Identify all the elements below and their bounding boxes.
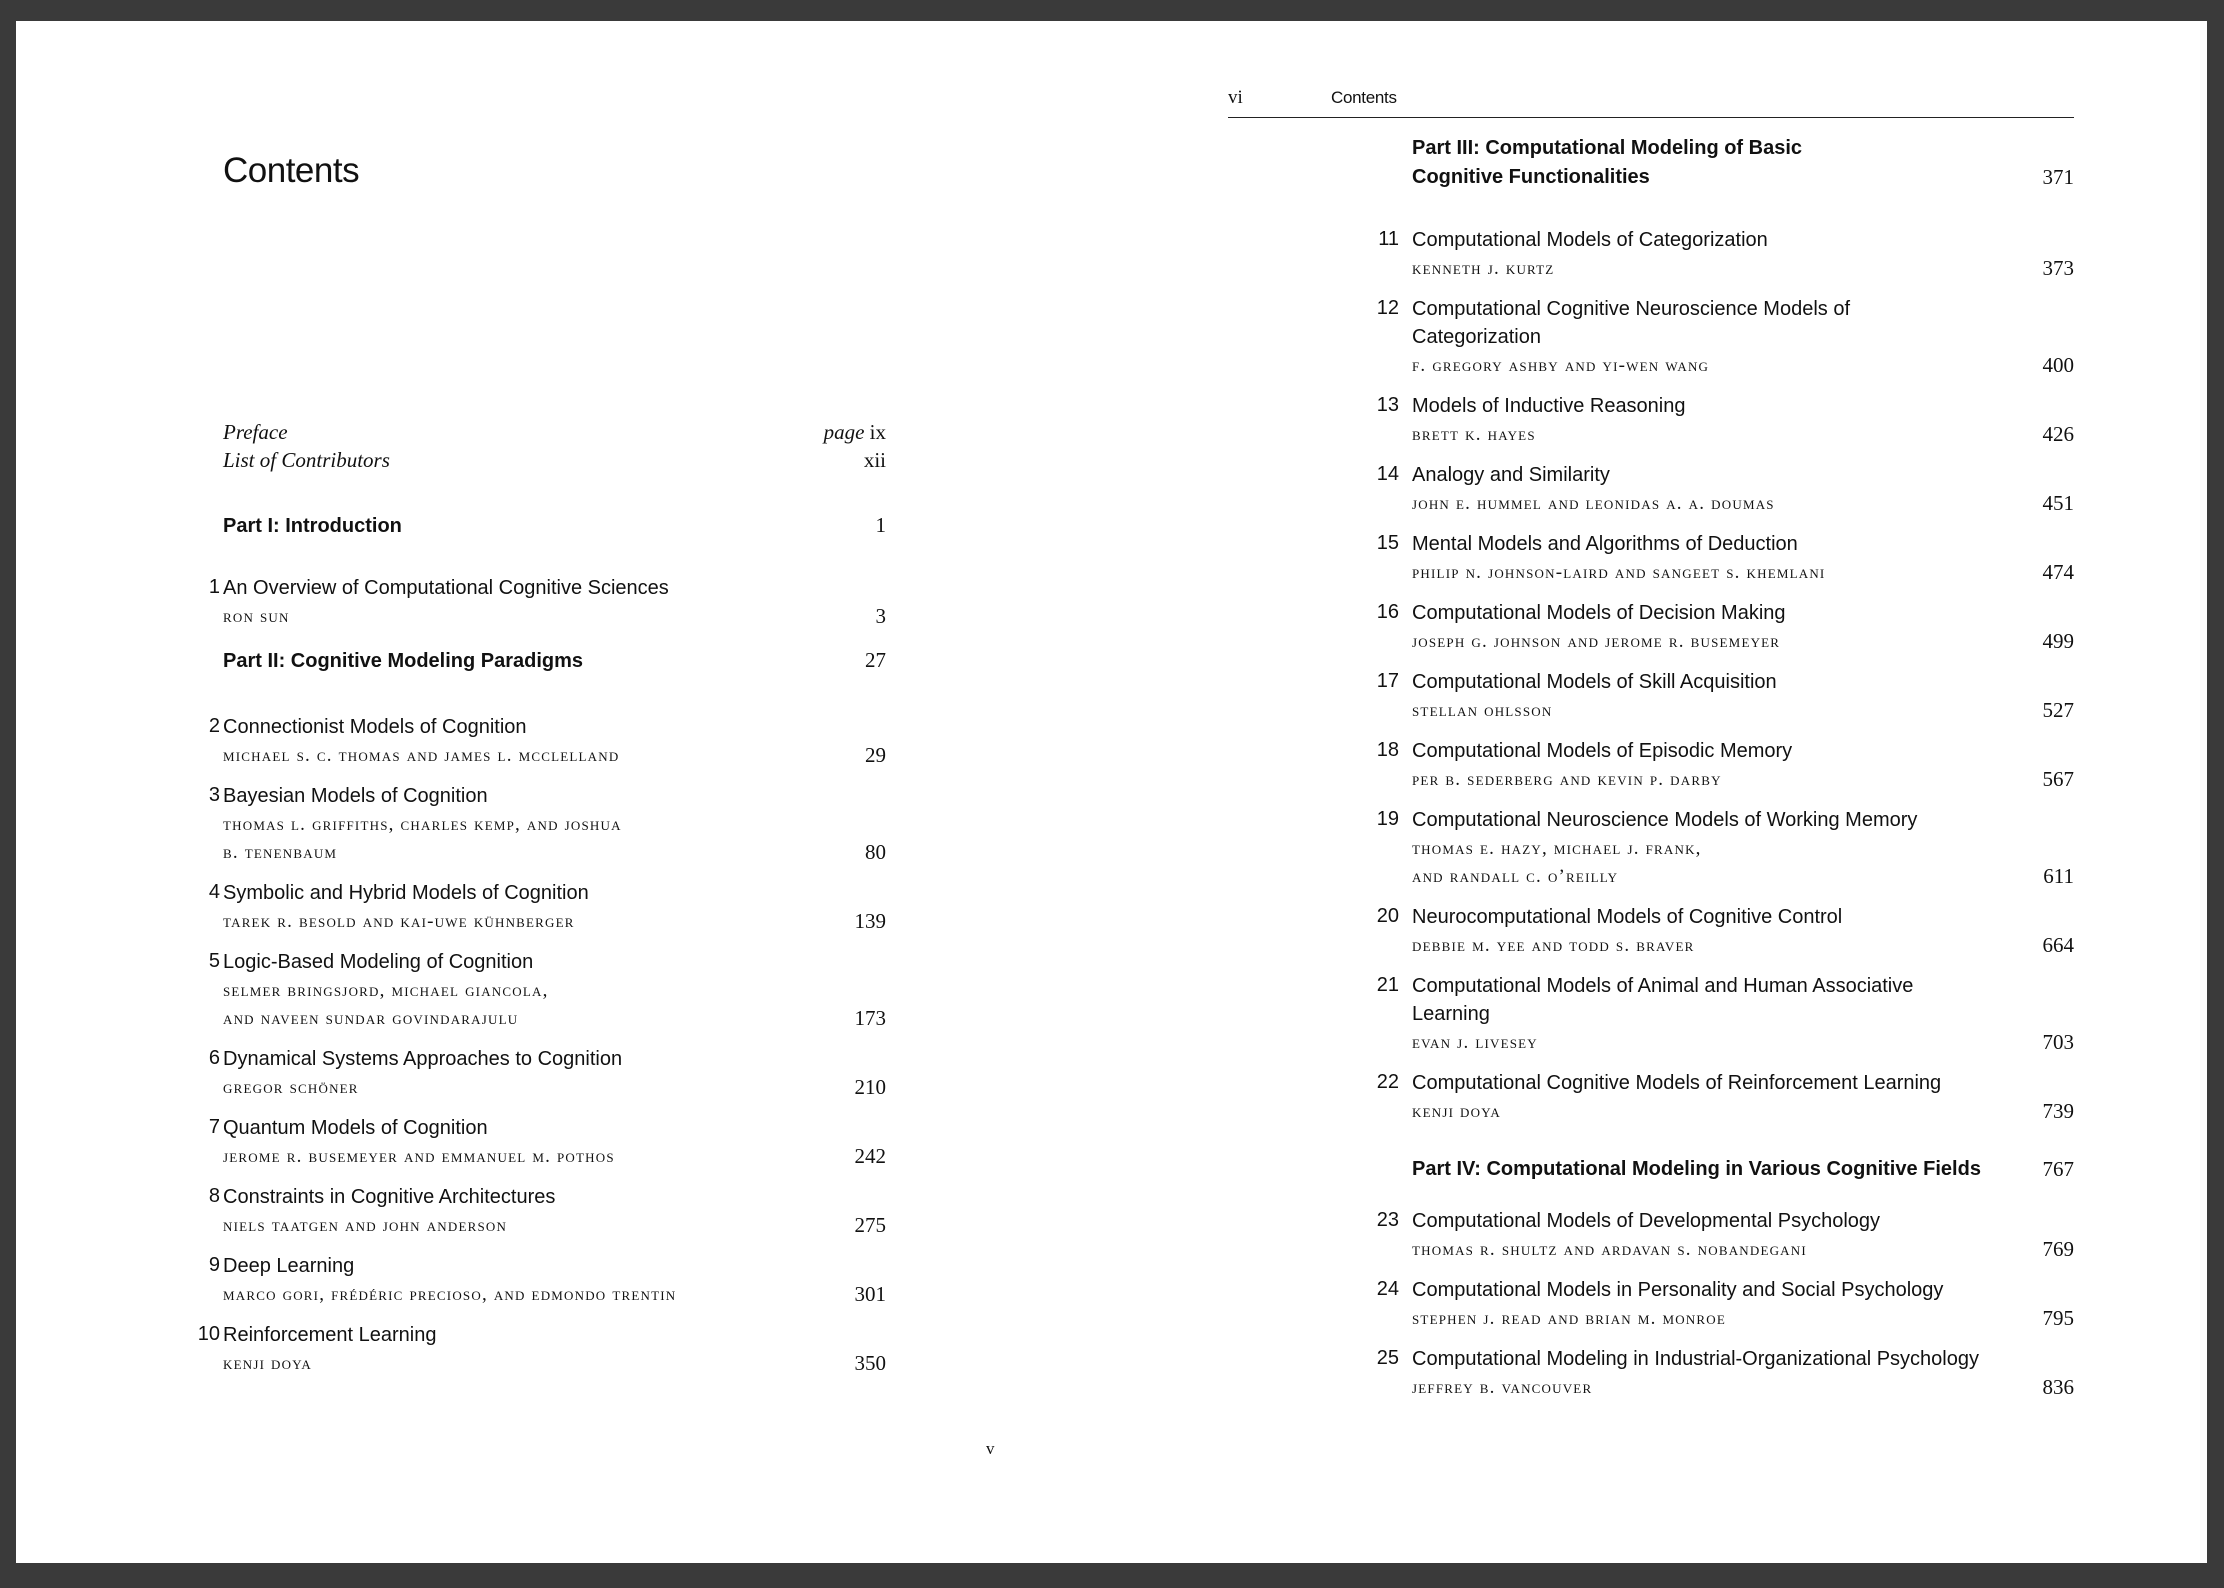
chapter-number: 3: [208, 784, 220, 806]
contents-heading: Contents: [223, 151, 360, 190]
chapter-number: 12: [1376, 297, 1399, 319]
chapter-authors: stellan ohlsson: [1412, 700, 1553, 721]
chapter-number: 1: [208, 576, 220, 598]
chapter-authors: philip n. johnson-laird and sangeet s. khemlani: [1412, 562, 1826, 583]
chapter-title: Computational Cognitive Models of Reinforcement Learning: [1412, 1072, 1942, 1094]
chapter-title: Computational Modeling in Industrial-Organizational Psychology: [1412, 1348, 1979, 1370]
part-page: 27: [865, 648, 886, 672]
chapter-number: 8: [208, 1185, 220, 1207]
chapter-authors: b. tenenbaum: [223, 842, 338, 863]
chapter-title: Symbolic and Hybrid Models of Cognition: [223, 882, 589, 904]
part-heading-line: Part III: Computational Modeling of Basic: [1412, 137, 1803, 159]
chapter-authors: gregor schöner: [223, 1077, 359, 1098]
chapter-authors: f. gregory ashby and yi-wen wang: [1412, 355, 1710, 376]
chapter-title: Computational Cognitive Neuroscience Models of: [1412, 298, 1851, 320]
chapter-authors: tarek r. besold and kai-uwe kühnberger: [223, 911, 575, 932]
chapter-number: 24: [1376, 1278, 1399, 1300]
chapter-title: Models of Inductive Reasoning: [1412, 395, 1686, 417]
chapter-title: Computational Models of Categorization: [1412, 229, 1768, 251]
chapter-title: Categorization: [1412, 326, 1541, 348]
chapter-authors: joseph g. johnson and jerome r. busemeyer: [1412, 631, 1781, 652]
part-heading: Part I: Introduction: [223, 515, 402, 537]
chapter-title: An Overview of Computational Cognitive Sciences: [223, 577, 669, 599]
chapter-number: 16: [1376, 601, 1399, 623]
chapter-authors: kenneth j. kurtz: [1412, 258, 1555, 279]
contributors-page: xii: [863, 448, 886, 472]
page-folio: v: [986, 1439, 995, 1458]
chapter-page: 739: [2042, 1099, 2074, 1123]
chapter-title: Connectionist Models of Cognition: [223, 716, 527, 738]
chapter-authors: michael s. c. thomas and james l. mcclelland: [223, 745, 620, 766]
chapter-number: 13: [1376, 394, 1399, 416]
chapter-authors: niels taatgen and john anderson: [223, 1215, 508, 1236]
chapter-authors: per b. sederberg and kevin p. darby: [1412, 769, 1722, 790]
chapter-authors: kenji doya: [223, 1353, 312, 1374]
chapter-number: 20: [1376, 905, 1399, 927]
chapter-page: 350: [854, 1351, 886, 1375]
chapter-title: Dynamical Systems Approaches to Cognition: [223, 1048, 623, 1070]
chapter-title: Computational Models of Skill Acquisition: [1412, 671, 1777, 693]
chapter-page: 275: [854, 1213, 886, 1237]
chapter-number: 11: [1378, 228, 1399, 250]
document-spread: [16, 21, 2207, 1563]
chapter-page: 664: [2042, 933, 2074, 957]
chapter-page: 567: [2042, 767, 2074, 791]
chapter-title: Computational Models of Episodic Memory: [1412, 740, 1793, 762]
chapter-authors: thomas e. hazy, michael j. frank,: [1412, 838, 1702, 859]
chapter-authors: evan j. livesey: [1412, 1032, 1538, 1053]
chapter-authors: thomas r. shultz and ardavan s. nobandegani: [1412, 1239, 1807, 1260]
chapter-page: 242: [854, 1144, 886, 1168]
chapter-authors: and randall c. o’reilly: [1412, 866, 1619, 887]
chapter-title: Computational Neuroscience Models of Working Memory: [1412, 809, 1918, 831]
chapter-number: 21: [1376, 974, 1399, 996]
chapter-page: 795: [2042, 1306, 2074, 1330]
chapter-title: Computational Models of Developmental Psychology: [1412, 1210, 1881, 1232]
chapter-page: 29: [865, 743, 886, 767]
chapter-title: Logic-Based Modeling of Cognition: [223, 951, 534, 973]
chapter-title: Constraints in Cognitive Architectures: [223, 1186, 556, 1208]
chapter-authors: debbie m. yee and todd s. braver: [1412, 935, 1695, 956]
chapter-page: 373: [2042, 256, 2074, 280]
chapter-page: 703: [2042, 1030, 2074, 1054]
left-page: [16, 21, 1112, 1563]
chapter-number: 15: [1376, 532, 1399, 554]
chapter-number: 2: [208, 715, 220, 737]
part-page: 1: [875, 513, 886, 537]
chapter-authors: ron sun: [223, 606, 290, 627]
chapter-authors: stephen j. read and brian m. monroe: [1412, 1308, 1727, 1329]
chapter-number: 4: [208, 881, 220, 903]
chapter-page: 527: [2042, 698, 2074, 722]
chapter-title: Analogy and Similarity: [1412, 464, 1610, 486]
preface-page-number: ix: [869, 420, 886, 444]
chapter-number: 19: [1376, 808, 1399, 830]
running-head-number: vi: [1228, 87, 1243, 108]
chapter-title: Neurocomputational Models of Cognitive Control: [1412, 906, 1843, 928]
part-page: 371: [2042, 165, 2074, 189]
chapter-page: 301: [854, 1282, 886, 1306]
chapter-authors: brett k. hayes: [1412, 424, 1536, 445]
chapter-page: 769: [2042, 1237, 2074, 1261]
chapter-page: 474: [2042, 560, 2074, 584]
chapter-authors: selmer bringsjord, michael giancola,: [223, 980, 549, 1001]
chapter-title: Computational Models of Animal and Human Associative: [1412, 975, 1914, 997]
chapter-page: 173: [854, 1006, 886, 1030]
chapter-title: Deep Learning: [223, 1255, 355, 1277]
chapter-number: 25: [1376, 1347, 1399, 1369]
chapter-title: Reinforcement Learning: [223, 1324, 437, 1346]
chapter-number: 23: [1376, 1209, 1399, 1231]
chapter-number: 17: [1376, 670, 1399, 692]
page-prefix: page: [823, 420, 865, 444]
chapter-number: 18: [1376, 739, 1399, 761]
chapter-number: 5: [208, 950, 220, 972]
chapter-number: 14: [1376, 463, 1399, 485]
chapter-authors: jerome r. busemeyer and emmanuel m. pothos: [223, 1146, 615, 1167]
preface-page: [824, 420, 886, 445]
chapter-page: 3: [875, 604, 886, 628]
chapter-authors: john e. hummel and leonidas a. a. doumas: [1412, 493, 1775, 514]
chapter-page: 499: [2042, 629, 2074, 653]
part-heading: Part IV: Computational Modeling in Various Cognitive Fields: [1412, 1158, 1981, 1180]
chapter-page: 400: [2042, 353, 2074, 377]
preface-label: Preface: [223, 420, 288, 444]
chapter-page: 836: [2042, 1375, 2074, 1399]
chapter-title: Computational Models of Decision Making: [1412, 602, 1786, 624]
chapter-number: 7: [208, 1116, 220, 1138]
running-head-title: Contents: [1331, 88, 1397, 107]
chapter-page: 80: [865, 840, 886, 864]
chapter-authors: and naveen sundar govindarajulu: [223, 1008, 519, 1029]
chapter-authors: marco gori, frédéric precioso, and edmondo trentin: [223, 1284, 677, 1305]
chapter-number: 6: [208, 1047, 220, 1069]
chapter-number: 10: [197, 1323, 220, 1345]
chapter-authors: kenji doya: [1412, 1101, 1501, 1122]
chapter-title: Quantum Models of Cognition: [223, 1117, 488, 1139]
chapter-title: Bayesian Models of Cognition: [223, 785, 488, 807]
contributors-label: List of Contributors: [223, 448, 390, 472]
chapter-page: 611: [2043, 864, 2074, 888]
chapter-number: 22: [1376, 1071, 1399, 1093]
chapter-page: 210: [854, 1075, 886, 1099]
part-heading-line: Cognitive Functionalities: [1412, 166, 1650, 188]
chapter-page: 139: [854, 909, 886, 933]
chapter-title: Mental Models and Algorithms of Deduction: [1412, 533, 1798, 555]
chapter-page: 451: [2042, 491, 2074, 515]
chapter-title: Computational Models in Personality and Social Psychology: [1412, 1279, 1944, 1301]
part-heading: Part II: Cognitive Modeling Paradigms: [223, 650, 584, 672]
chapter-page: 426: [2042, 422, 2074, 446]
chapter-authors: jeffrey b. vancouver: [1412, 1377, 1593, 1398]
chapter-authors: thomas l. griffiths, charles kemp, and joshua: [223, 814, 622, 835]
chapter-number: 9: [208, 1254, 220, 1276]
part-page: 767: [2042, 1157, 2074, 1181]
running-head: [1228, 87, 2074, 118]
chapter-title: Learning: [1412, 1003, 1490, 1025]
